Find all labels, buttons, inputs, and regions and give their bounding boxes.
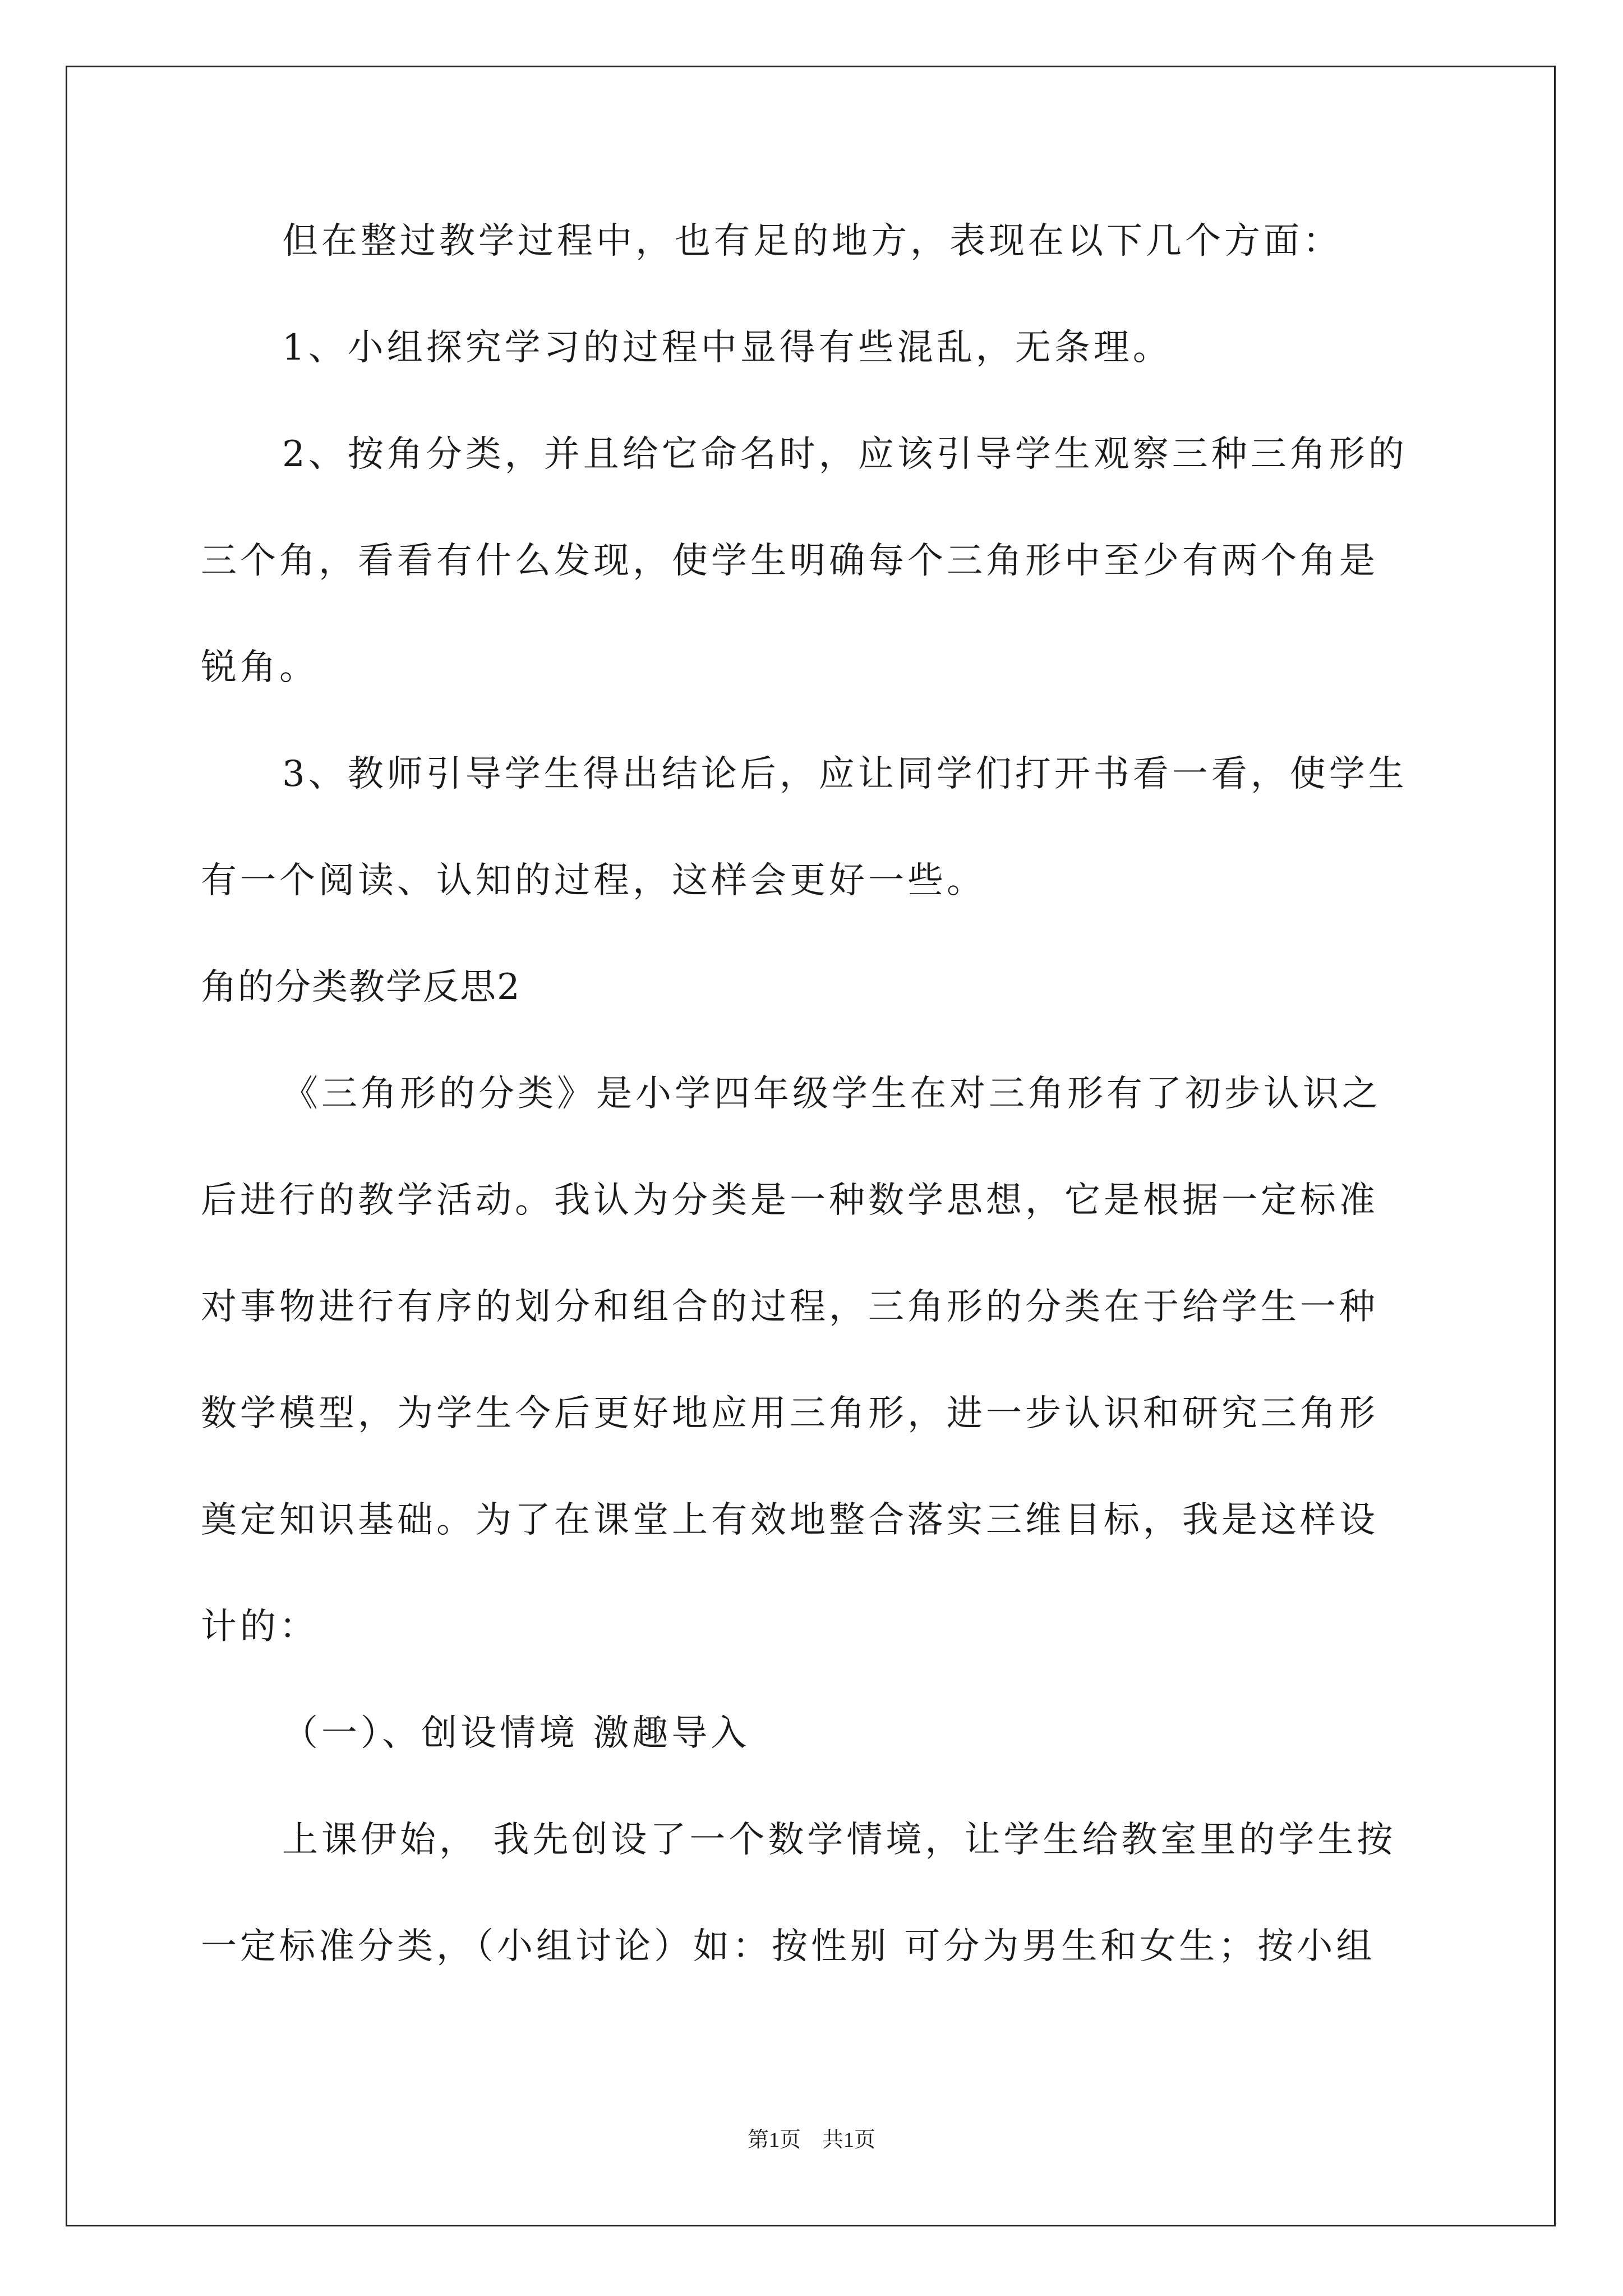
page-border [66,66,1556,2226]
paragraph-line: 后进行的教学活动。我认为分类是一种数学思想，它是根据一定标准 [201,1180,1378,1221]
paragraph-line: 对事物进行有序的划分和组合的过程，三角形的分类在于给学生一种 [201,1286,1378,1328]
subsection-heading: （一）、创设情境 激趣导入 [282,1713,750,1754]
paragraph-line: 三个角，看看有什么发现，使学生明确每个三角形中至少有两个角是 [201,540,1378,582]
paragraph-line: 上课伊始， 我先创设了一个数学情境，让学生给教室里的学生按 [282,1819,1396,1861]
paragraph-line: 数学模型，为学生今后更好地应用三角形，进一步认识和研究三角形 [201,1393,1378,1434]
paragraph-line: 《三角形的分类》是小学四年级学生在对三角形有了初步认识之 [282,1073,1381,1115]
list-item: 1、小组探究学习的过程中显得有些混乱，无条理。 [282,327,1172,369]
section-title: 角的分类教学反思2 [201,967,521,1008]
list-item: 2、按角分类，并且给它命名时，应该引导学生观察三种三角形的 [282,434,1408,475]
paragraph-line: 但在整过教学过程中，也有足的地方，表现在以下几个方面： [282,220,1342,262]
paragraph-line: 计的： [201,1606,319,1648]
page-number: 第1页 共1页 [747,2128,875,2152]
paragraph-line: 奠定知识基础。为了在课堂上有效地整合落实三维目标，我是这样设 [201,1499,1378,1541]
paragraph-line: 锐角。 [201,647,319,688]
paragraph-line: 一定标准分类，（小组讨论）如：按性别 可分为男生和女生；按小组 [201,1926,1376,1967]
list-item: 3、教师引导学生得出结论后，应让同学们打开书看一看，使学生 [282,753,1408,795]
paragraph-line: 有一个阅读、认知的过程，这样会更好一些。 [201,860,986,901]
